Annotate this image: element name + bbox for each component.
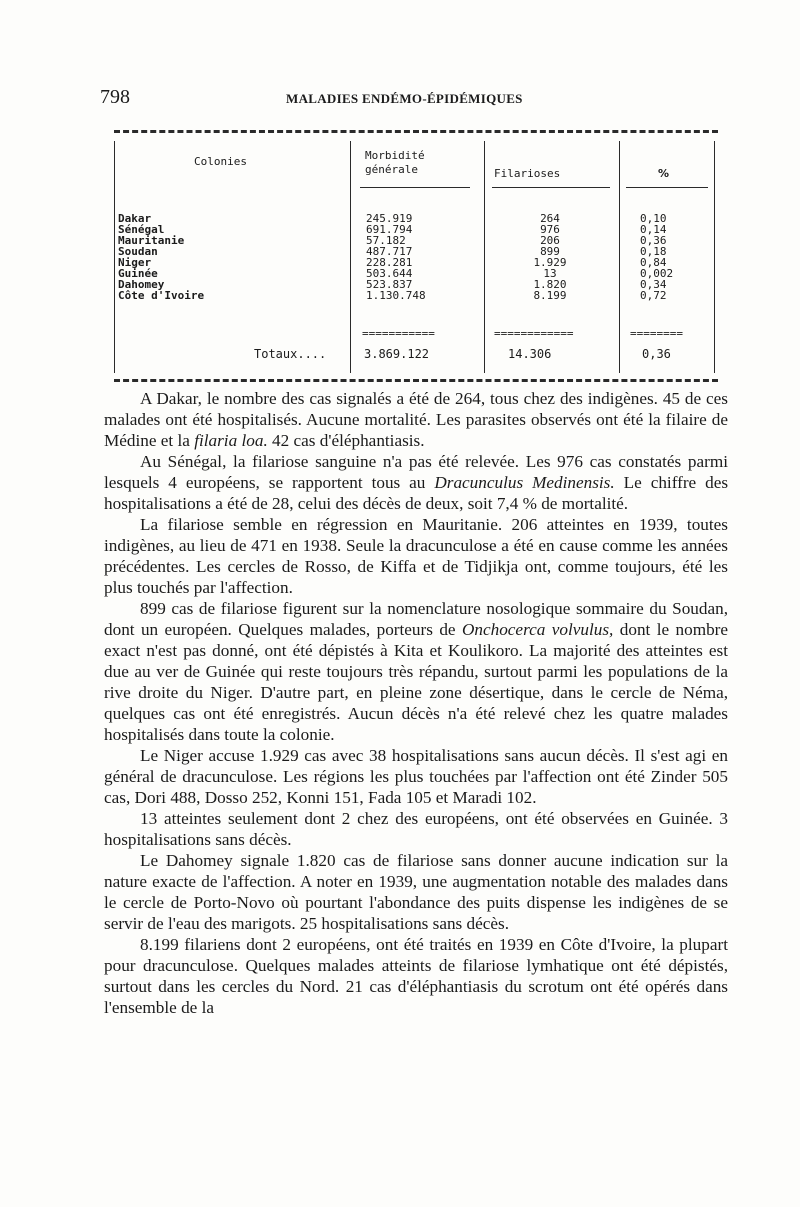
cell-colonie: Niger [118,256,152,269]
paragraph-senegal [104,451,728,514]
cell-morbidite: 523.837 [366,278,413,291]
totals-label: Totaux.... [254,347,327,361]
cell-colonie: Guinée [118,267,158,280]
table-row [114,290,718,301]
paragraph-dahomey [104,850,728,934]
totals-percent: 0,36 [642,347,671,361]
header-underline [626,187,708,188]
paragraph-dakar [104,388,728,451]
paragraph-mauritanie [104,514,728,598]
body-text [104,388,728,1018]
cell-percent: 0,18 [640,245,667,258]
paragraph-emphasis: Dracunculus Medinensis. [434,473,615,492]
header-filarioses: Filarioses [494,167,561,180]
header-morbidite: Morbidité générale [365,149,425,176]
header-underline [492,187,610,188]
total-separator: ============ [494,327,574,340]
page-number: 798 [100,86,130,108]
cell-percent: 0,36 [640,234,667,247]
paragraph-text: Le Dahomey signale 1.820 cas de filariose sans donner aucune indication sur la nature exacte de l'affection. A noter en 1939, une augmentation notable des malades dans le cercle de Porto-Novo où pourtant l'abondance des puits dispense les indigènes de se servir de l'eau des marigots. 25 hospitalisations sans décès. [104,851,728,933]
cell-morbidite: 245.919 [366,212,413,225]
table-row [114,246,718,257]
cell-colonie: Côte d'Ivoire [118,289,205,302]
header-underline [360,187,470,188]
cell-filarioses: 976 [540,223,560,236]
cell-filarioses: 13 [543,267,557,280]
cell-filarioses: 264 [540,212,560,225]
cell-morbidite: 1.130.748 [366,289,426,302]
paragraph-text: Le chiffre des hospitalisations a été de 28, celui des décès de deux, soit 7,4 % de mortalité. [104,473,729,513]
cell-percent: 0,34 [640,278,667,291]
paragraph-text: 8.199 filariens dont 2 européens, ont été traités en 1939 en Côte d'Ivoire, la plupart pour dracunculose. Quelques malades atteints de filariose lymhatique ont été dépistés, surtout dans les cercles du Nord. 21 cas d'éléphantiasis du scrotum ont été opérés dans l'ensemble de la [104,935,728,1017]
table-row [114,268,718,279]
paragraph-text: 899 cas de filariose figurent sur la nomenclature nosologique sommaire du Soudan, dont un européen. Quelques malades, porteurs de [104,599,728,639]
paragraph-text: 13 atteintes seulement dont 2 chez des européens, ont été observées en Guinée. 3 hospitalisations sans décès. [104,809,728,849]
total-separator: ======== [630,327,683,340]
cell-morbidite: 503.644 [366,267,413,280]
cell-colonie: Sénégal [118,223,165,236]
paragraph-niger [104,745,728,808]
totals-filarioses: 14.306 [508,347,552,361]
statistics-table [114,130,718,382]
header-percent: % [658,167,670,180]
table-row [114,235,718,246]
cell-morbidite: 57.182 [366,234,406,247]
cell-filarioses: 1.820 [533,278,567,291]
header-colonies: Colonies [194,155,247,168]
table-body [114,213,718,301]
paragraph-text: La filariose semble en régression en Mauritanie. 206 atteintes en 1939, toutes indigènes, au lieu de 471 en 1938. Seule la dracunculose a été en cause comme les années précédentes. Les cercles de Rosso, de Kiffa et de Tidjikja ont, comme toujours, été les plus touchés par l'affection. [104,515,728,597]
running-title: MALADIES ENDÉMO-ÉPIDÉMIQUES [286,91,523,106]
totals-morbidite: 3.869.122 [364,347,430,361]
table-row [114,213,718,224]
cell-morbidite: 228.281 [366,256,413,269]
paragraph-cote-ivoire [104,934,728,1018]
paragraph-emphasis: Onchocerca volvulus, [461,620,614,639]
cell-percent: 0,84 [640,256,667,269]
paragraph-emphasis: filaria loa. [194,431,268,450]
paragraph-text: Au Sénégal, la filariose sanguine n'a pas été relevée. Les 976 cas constatés parmi lesquels 4 européens, se rapportent tous au [104,452,728,492]
totals-row [114,347,718,363]
cell-filarioses: 8.199 [533,289,567,302]
cell-colonie: Soudan [118,245,158,258]
paragraph-text: dont le nombre exact n'est pas donné, ont été dépistés à Kita et Koulikoro. La majorité des atteintes est due au ver de Guinée qui reste toujours très répandu, surtout parmi les populations de la rive droite du Niger. D'autre part, en pleine zone désertique, dans le cercle de Néma, quelques cas ont été enregistrés. Aucun décès n'a été relevé chez les quatre malades hospitalisés dans toute la colonie. [104,620,729,744]
cell-colonie: Dahomey [118,278,165,291]
paragraph-text: Le Niger accuse 1.929 cas avec 38 hospitalisations sans aucun décès. Il s'est agi en général de dracunculose. Les régions les plus touchées par l'affection ont été Zinder 505 cas, Dori 488, Dosso 252, Konni 151, Fada 105 et Maradi 102. [104,746,728,807]
cell-percent: 0,002 [640,267,674,280]
cell-filarioses: 899 [540,245,560,258]
table-row [114,257,718,268]
cell-morbidite: 691.794 [366,223,413,236]
cell-filarioses: 1.929 [533,256,567,269]
cell-percent: 0,10 [640,212,667,225]
paragraph-text: 42 cas d'éléphantiasis. [272,431,425,450]
cell-colonie: Dakar [118,212,152,225]
cell-percent: 0,14 [640,223,667,236]
paragraph-guinee [104,808,728,850]
cell-colonie: Mauritanie [118,234,185,247]
paragraph-soudan [104,598,728,745]
cell-filarioses: 206 [540,234,560,247]
page-header [100,86,730,116]
cell-percent: 0,72 [640,289,667,302]
paragraph-text: A Dakar, le nombre des cas signalés a été de 264, tous chez des indigènes. 45 de ces malades ont été hospitalisés. Aucune mortalité. Les parasites observés ont été la filaire de Médine et la [104,389,728,450]
total-separator: =========== [362,327,435,340]
cell-morbidite: 487.717 [366,245,413,258]
table-row [114,224,718,235]
